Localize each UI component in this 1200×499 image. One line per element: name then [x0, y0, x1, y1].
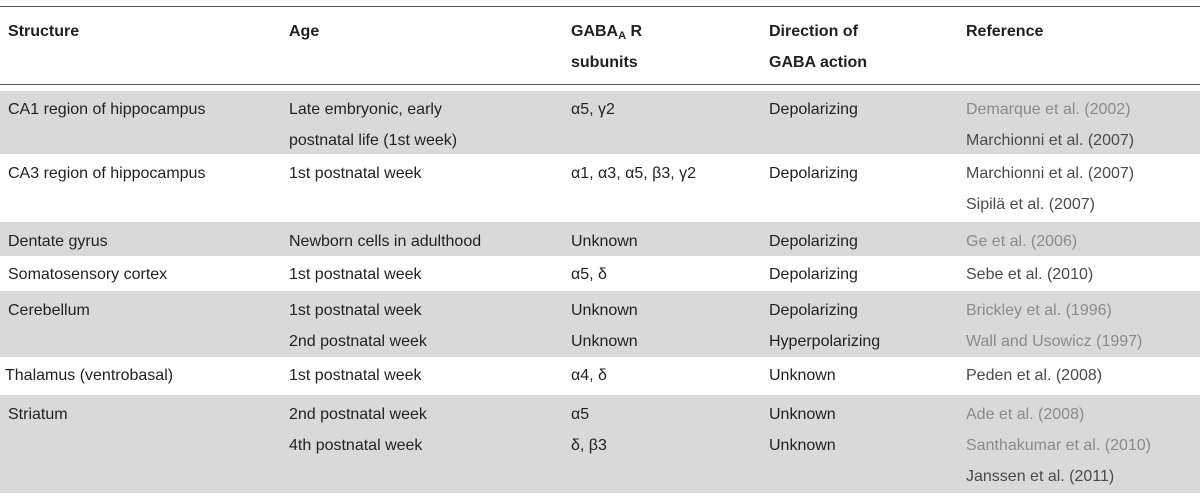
cell-age: 1st postnatal week	[289, 367, 422, 384]
cell-age: 1st postnatal week	[289, 266, 422, 283]
cell-subunits: α4, δ	[571, 367, 607, 384]
table-row	[0, 291, 1200, 357]
cell-subunits: Unknown	[571, 302, 638, 319]
reference-link[interactable]: Peden et al. (2008)	[966, 367, 1103, 384]
cell-direction: Depolarizing	[769, 233, 858, 250]
reference-link[interactable]: Ade et al. (2008)	[966, 406, 1085, 423]
table-row	[0, 91, 1200, 154]
header-age: Age	[289, 23, 320, 40]
cell-direction: Hyperpolarizing	[769, 333, 881, 350]
cell-direction: Depolarizing	[769, 302, 858, 319]
cell-direction: Depolarizing	[769, 101, 858, 118]
reference-link[interactable]: Marchionni et al. (2007)	[966, 165, 1135, 182]
table-row	[0, 259, 1200, 289]
header-structure: Structure	[8, 23, 80, 40]
reference-link[interactable]: Demarque et al. (2002)	[966, 101, 1131, 118]
cell-age: 2nd postnatal week	[289, 333, 427, 350]
cell-age: Late embryonic, early	[289, 101, 442, 118]
cell-direction: Depolarizing	[769, 266, 858, 283]
reference-link[interactable]: Santhakumar et al. (2010)	[966, 437, 1151, 454]
header-gaba-subscript: A	[618, 30, 627, 42]
cell-age: 4th postnatal week	[289, 437, 423, 454]
reference-link[interactable]: Marchionni et al. (2007)	[966, 132, 1135, 149]
header-subunits-line2: subunits	[571, 54, 638, 71]
header-gaba-main: GABA	[571, 23, 619, 40]
cell-structure: Thalamus (ventrobasal)	[5, 367, 174, 384]
table-top-rule	[0, 6, 1200, 7]
header-direction-line2: GABA action	[769, 54, 868, 71]
cell-subunits: Unknown	[571, 333, 638, 350]
cell-structure: CA1 region of hippocampus	[8, 101, 206, 118]
cell-age: 1st postnatal week	[289, 165, 422, 182]
reference-link[interactable]: Brickley et al. (1996)	[966, 302, 1112, 319]
table-row	[0, 360, 1200, 392]
cell-direction: Unknown	[769, 406, 836, 423]
header-bottom-rule	[0, 84, 1200, 85]
cell-structure: Dentate gyrus	[8, 233, 108, 250]
reference-link[interactable]: Janssen et al. (2011)	[966, 468, 1115, 485]
cell-structure: Somatosensory cortex	[8, 266, 168, 283]
cell-age: 2nd postnatal week	[289, 406, 427, 423]
reference-link[interactable]: Ge et al. (2006)	[966, 233, 1078, 250]
header-direction-line1: Direction of	[769, 23, 858, 40]
cell-subunits: α5	[571, 406, 590, 423]
cell-structure: CA3 region of hippocampus	[8, 165, 206, 182]
cell-direction: Unknown	[769, 367, 836, 384]
table-row	[0, 395, 1200, 493]
reference-link[interactable]: Wall and Usowicz (1997)	[966, 333, 1143, 350]
cell-subunits: α1, α3, α5, β3, γ2	[571, 165, 697, 182]
cell-age: postnatal life (1st week)	[289, 132, 458, 149]
reference-link[interactable]: Sipilä et al. (2007)	[966, 196, 1095, 213]
cell-subunits: Unknown	[571, 233, 638, 250]
cell-age: Newborn cells in adulthood	[289, 233, 482, 250]
cell-subunits: δ, β3	[571, 437, 607, 454]
header-gaba-subunits	[571, 16, 642, 47]
cell-subunits: α5, γ2	[571, 101, 615, 118]
cell-subunits: α5, δ	[571, 266, 607, 283]
cell-age: 1st postnatal week	[289, 302, 422, 319]
header-reference: Reference	[966, 23, 1044, 40]
reference-link[interactable]: Sebe et al. (2010)	[966, 266, 1094, 283]
cell-direction: Unknown	[769, 437, 836, 454]
cell-structure: Striatum	[8, 406, 68, 423]
table-row	[0, 158, 1200, 220]
table-row	[0, 222, 1200, 256]
cell-structure: Cerebellum	[8, 302, 90, 319]
header-gaba-rest: R	[626, 23, 643, 40]
cell-direction: Depolarizing	[769, 165, 858, 182]
